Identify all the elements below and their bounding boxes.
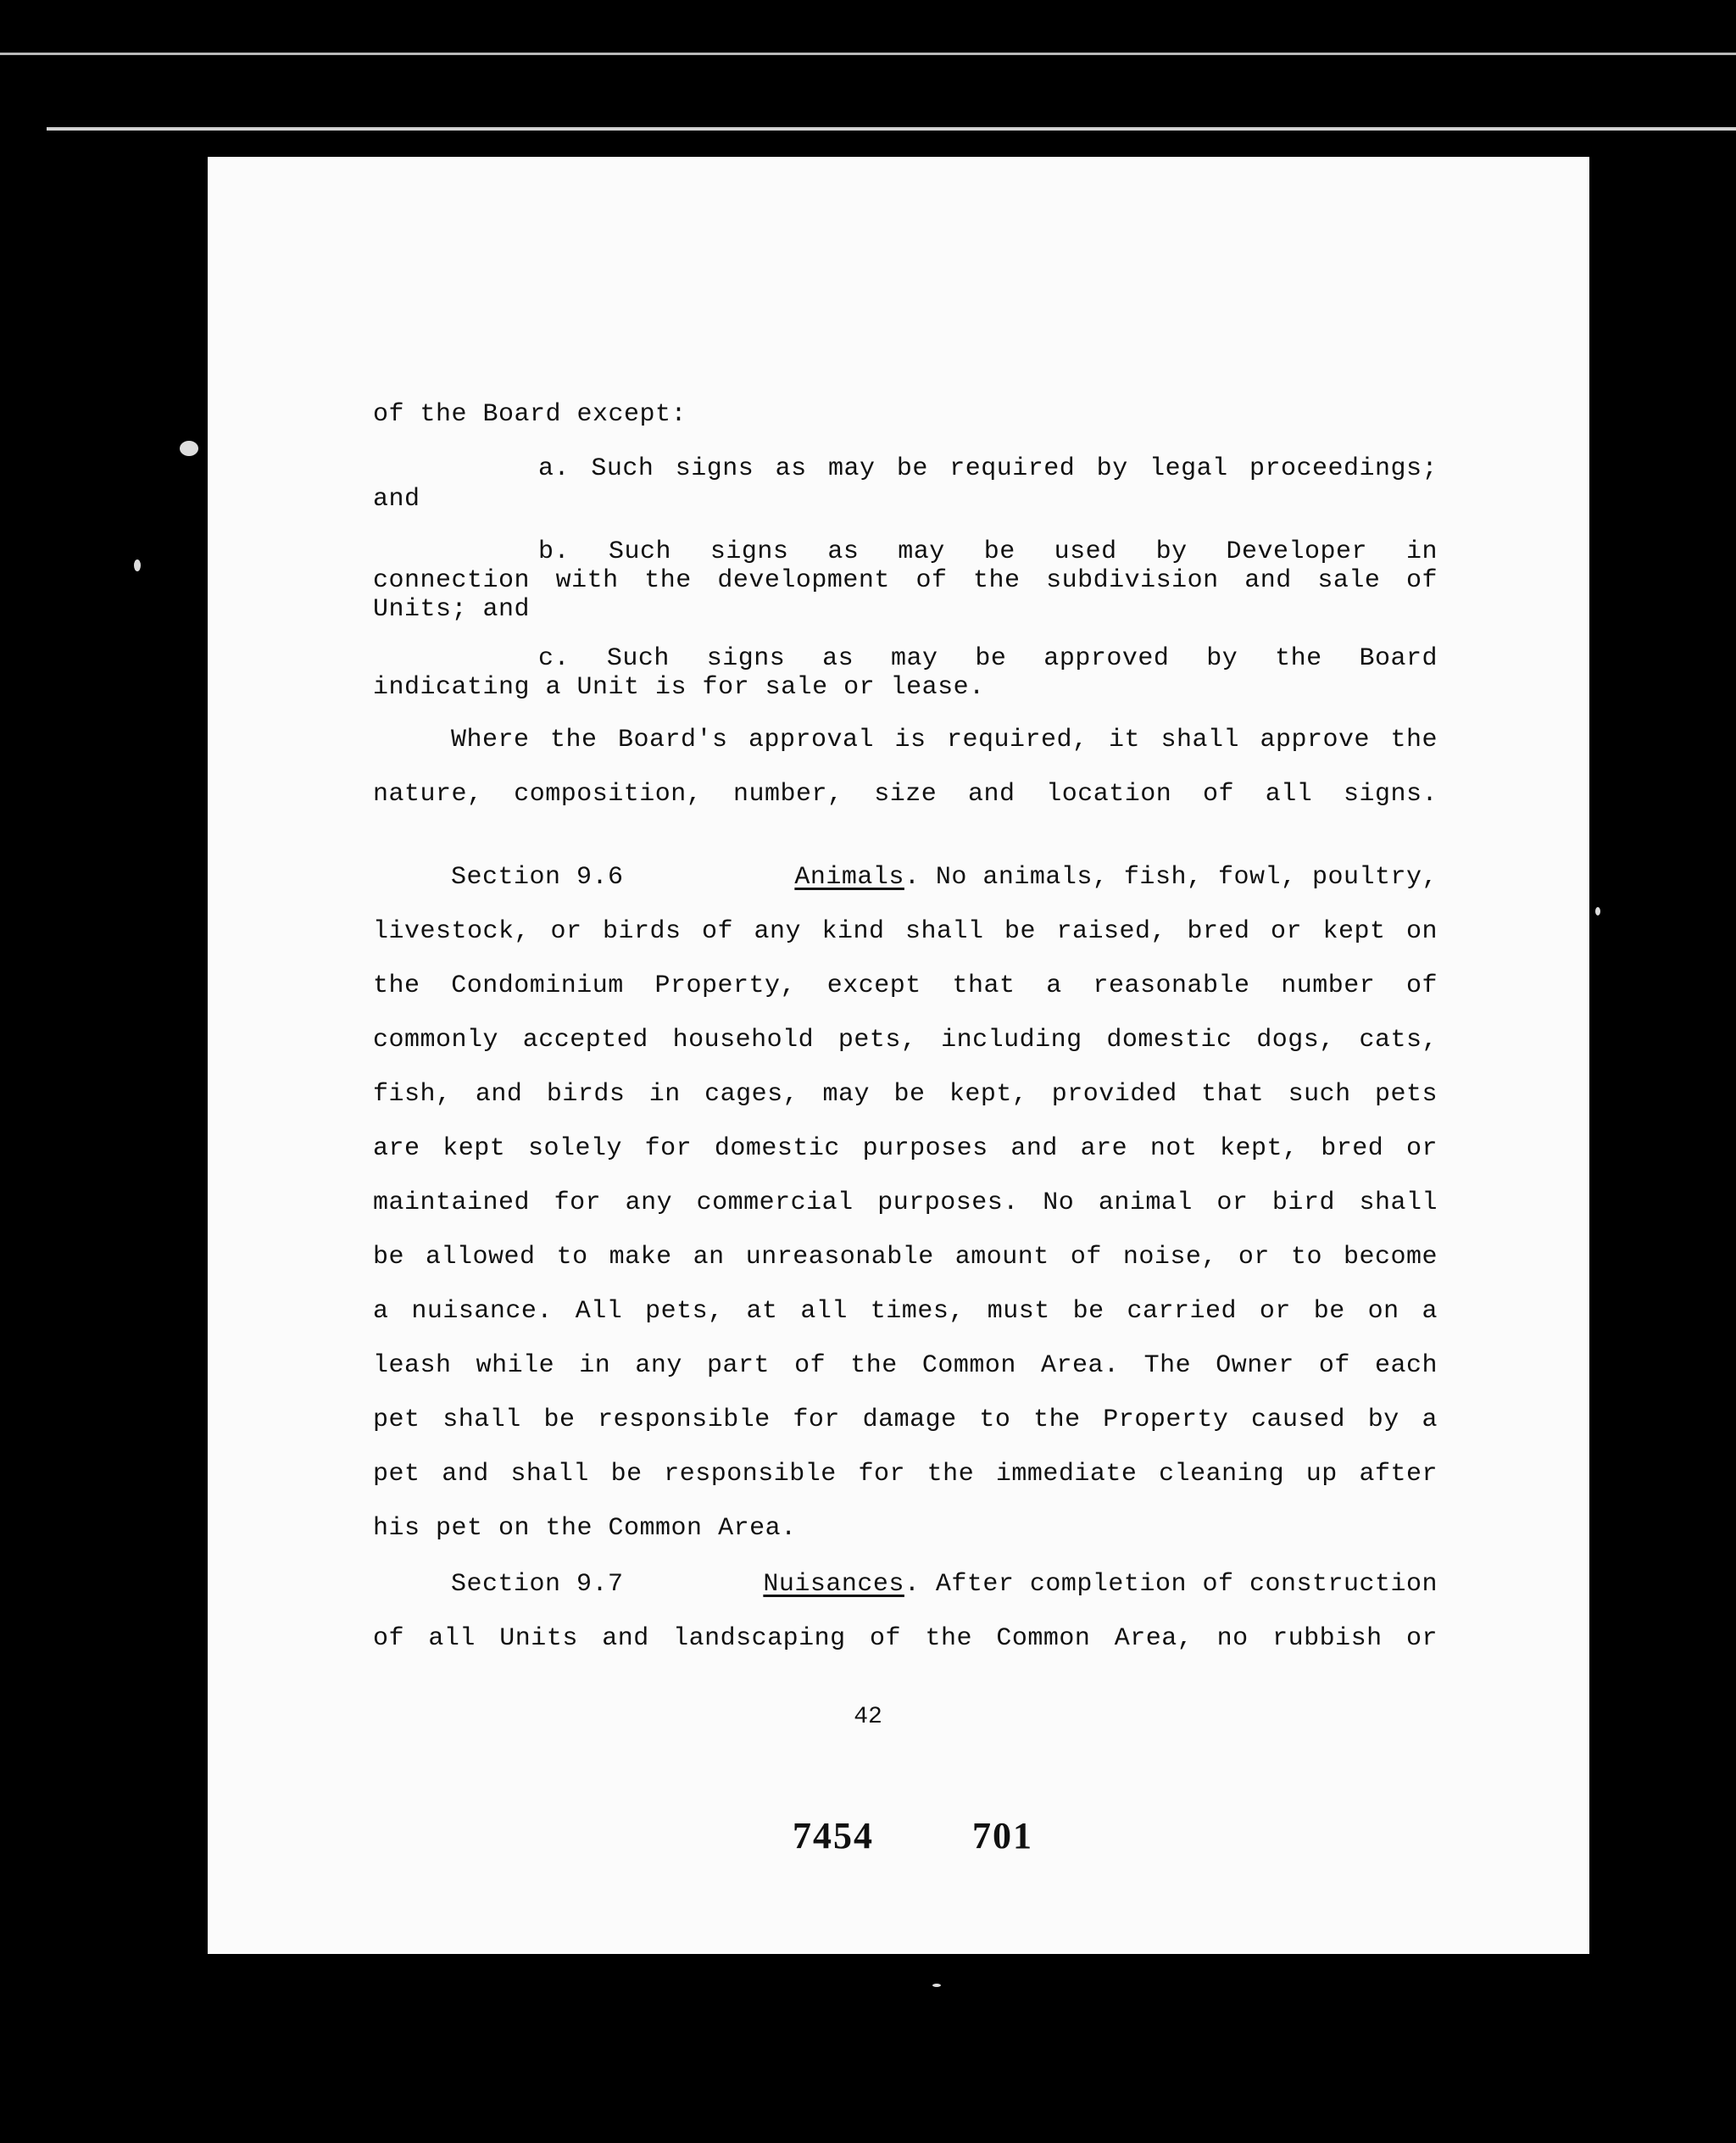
text-line: of the Board except: — [373, 400, 687, 429]
scan-edge-upper — [47, 127, 1736, 131]
section-title: Animals — [794, 863, 904, 892]
text-line: maintained for any commercial purposes. No animal or bird shall — [373, 1188, 1438, 1217]
text-line: connection with the development of the subdivision and sale of — [373, 566, 1438, 595]
text-line: b. Such signs as may be used by Developer in — [538, 537, 1438, 566]
section-heading-9-6 — [373, 863, 1438, 892]
text-line: are kept solely for domestic purposes and are not kept, bred or — [373, 1134, 1438, 1163]
section-title: Nuisances — [763, 1570, 904, 1599]
text-line: a nuisance. All pets, at all times, must be carried or be on a — [373, 1297, 1438, 1326]
text-line: Units; and — [373, 595, 531, 624]
text-line: nature, composition, number, size and location of all signs. — [373, 780, 1438, 809]
page-number: 42 — [854, 1704, 882, 1730]
text-line: pet and shall be responsible for the immediate cleaning up after — [373, 1460, 1438, 1489]
scan-speck — [134, 559, 141, 571]
text-line: the Condominium Property, except that a reasonable number of — [373, 971, 1438, 1000]
text-line: a. Such signs as may be required by legal proceedings; — [538, 454, 1438, 483]
text-line: commonly accepted household pets, including domestic dogs, cats, — [373, 1026, 1438, 1055]
section-number: Section 9.6 — [451, 863, 624, 892]
text-line: livestock, or birds of any kind shall be raised, bred or kept on — [373, 917, 1438, 946]
scan-edge-top — [0, 53, 1736, 55]
text-line: fish, and birds in cages, may be kept, provided that such pets — [373, 1080, 1438, 1109]
text-line: of all Units and landscaping of the Common Area, no rubbish or — [373, 1624, 1438, 1653]
text-line: leash while in any part of the Common Area. The Owner of each — [373, 1351, 1438, 1380]
section-number: Section 9.7 — [451, 1570, 624, 1599]
text-line: indicating a Unit is for sale or lease. — [373, 673, 985, 702]
text-line: Where the Board's approval is required, it shall approve the — [451, 726, 1438, 754]
section-text: . After completion of construction — [904, 1570, 1438, 1599]
scan-speck — [180, 441, 198, 456]
scan-speck — [1595, 907, 1600, 916]
text-line: his pet on the Common Area. — [373, 1514, 797, 1543]
text-line: pet shall be responsible for damage to the Property caused by a — [373, 1405, 1438, 1434]
stamp-page: 701 — [972, 1815, 1033, 1856]
text-line: be allowed to make an unreasonable amount of noise, or to become — [373, 1243, 1438, 1272]
section-heading-9-7 — [373, 1570, 1438, 1599]
text-line: and — [373, 485, 420, 514]
recording-stamp — [793, 1814, 1033, 1857]
stamp-book: 7454 — [793, 1815, 874, 1856]
text-line: c. Such signs as may be approved by the Board — [538, 644, 1438, 673]
scan-speck — [932, 1984, 941, 1987]
section-text: . No animals, fish, fowl, poultry, — [904, 863, 1438, 892]
